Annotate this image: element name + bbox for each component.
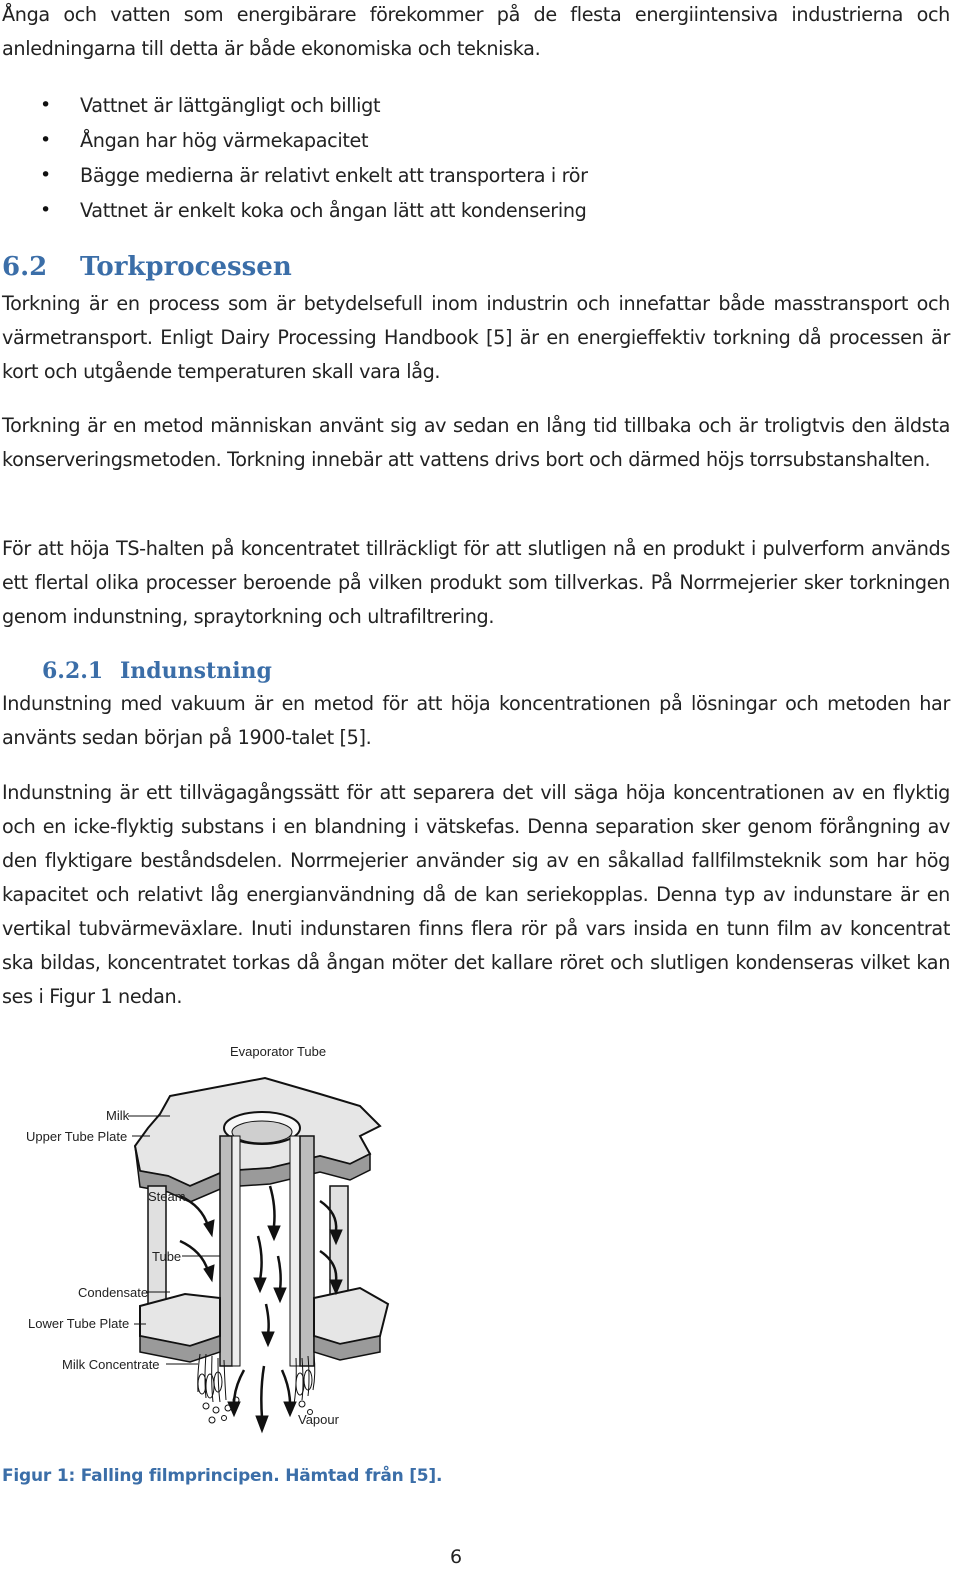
subsection-title: Indunstning xyxy=(120,658,272,684)
bullet-item: • Vattnet är enkelt koka och ångan lätt att kondensering xyxy=(2,193,588,228)
body-paragraph: Torkning är en metod människan använt sig av sedan en lång tid tillbaka och är troligtvis den äldsta konserveringsmetoden. Torkning innebär att vattens drivs bort och därmed höjs torrsubstanshalten. xyxy=(2,414,950,471)
label-lower-tube-plate: Lower Tube Plate xyxy=(28,1316,130,1331)
lower-tube-plate-shape xyxy=(140,1288,388,1362)
label-milk-concentrate: Milk Concentrate xyxy=(62,1357,160,1372)
section-title: Torkprocessen xyxy=(80,252,292,282)
label-steam: Steam xyxy=(148,1189,186,1204)
bullet-list xyxy=(2,88,588,228)
label-milk: Milk xyxy=(106,1108,130,1123)
label-tube: Tube xyxy=(152,1249,182,1264)
figure-caption: Figur 1: Falling filmprincipen. Hämtad från [5]. xyxy=(2,1466,443,1486)
bullet-item: • Ångan har hög värmekapacitet xyxy=(2,123,588,158)
body-paragraph: För att höja TS-halten på koncentratet tillräckligt för att slutligen nå en produkt i pulverform används ett flertal olika processer beroende på vilken produkt som tillverkas. På Norrmejerier sker torkningen genom indunstning, spraytorkning och ultrafiltrering. xyxy=(2,537,950,628)
label-upper-tube-plate: Upper Tube Plate xyxy=(26,1129,128,1144)
label-condensate: Condensate xyxy=(78,1285,149,1300)
section-number: 6.2 xyxy=(2,252,48,282)
intro-paragraph: Ånga och vatten som energibärare förekommer på de flesta energiintensiva industrierna och anledningarna till detta är både ekonomiska och tekniska. xyxy=(2,3,950,60)
body-paragraph: Torkning är en process som är betydelsefull inom industrin och innefattar både masstransport och värmetransport. Enligt Dairy Processing Handbook [5] är en energieffektiv torkning då processen är kort och utgående temperaturen skall vara låg. xyxy=(2,292,950,383)
subsection-number: 6.2.1 xyxy=(42,658,104,684)
body-paragraph: Indunstning med vakuum är en metod för att höja koncentrationen på lösningar och metoden har använts sedan början på 1900-talet [5]. xyxy=(2,692,950,749)
label-vapour: Vapour xyxy=(298,1412,339,1427)
upper-tube-plate-shape xyxy=(135,1078,380,1202)
bullet-item: • Vattnet är lättgängligt och billigt xyxy=(2,88,588,123)
evaporator-tube-diagram xyxy=(20,1036,400,1436)
bullet-item: • Bägge medierna är relativt enkelt att transportera i rör xyxy=(2,158,588,193)
section-heading xyxy=(2,248,292,286)
figure-title: Evaporator Tube xyxy=(230,1044,327,1059)
evaporator-tube-figure xyxy=(20,1036,400,1436)
subsection-heading xyxy=(42,655,272,687)
body-paragraph: Indunstning är ett tillvägagångssätt för att separera det vill säga höja koncentrationen av en flyktig och en icke-flyktig substans i en blandning i vätskefas. Denna separation sker genom förångning av den flyktigare beståndsdelen. Norrmejerier använder sig av en såkallad fallfilmsteknik som har hög kapacitet och relativt låg energianvändning då de kan seriekopplas. Denna typ av indunstare är en vertikal tubvärmeväxlare. Inuti indunstaren finns flera rör på vars insida en tunn film av koncentrat ska bildas, koncentratet torkas då ångan möter det kallare röret och slutligen kondenseras vilket kan ses i Figur 1 nedan. xyxy=(2,781,950,1008)
page-number: 6 xyxy=(450,1546,463,1568)
